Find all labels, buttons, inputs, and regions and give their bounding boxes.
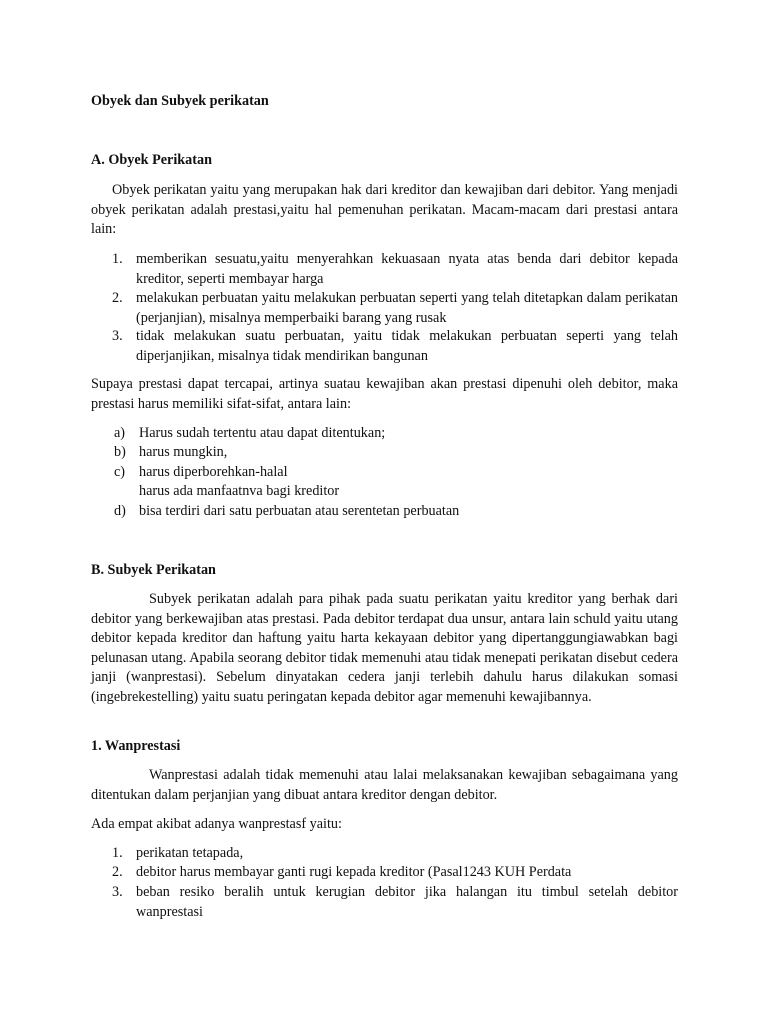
type-2-marker: 2. (112, 290, 123, 306)
condition-c-marker: c) (114, 464, 126, 480)
effect-3-marker: 3. (112, 884, 123, 900)
type-3-marker: 3. (112, 328, 123, 344)
effects-intro: Ada empat akibat adanya wanprestasf yaitu: (91, 816, 342, 832)
condition-a-marker: a) (114, 425, 126, 441)
section-a-intro: Obyek perikatan yaitu yang merupakan hak dari kreditor dan kewajiban dari debitor. Yang menjadi obyek perikatan adalah prestasi,yaitu hal pemenuhan perikatan. Macam-macam dari prestasi antara lain: (91, 182, 678, 237)
condition-c-text: harus diperborehkan-halal (139, 464, 288, 480)
type-3-text: tidak melakukan suatu perbuatan, yaitu tidak melakukan perbuatan seperti yang telah diperjanjikan, misalnya tidak mendirikan bangunan (136, 328, 678, 364)
conditions-intro: Supaya prestasi dapat tercapai, artinya suatau kewajiban akan prestasi dipenuhi oleh debitor, maka prestasi harus memiliki sifat-sifat, antara lain: (91, 376, 678, 412)
document-title: Obyek dan Subyek perikatan (91, 93, 269, 109)
effect-1-marker: 1. (112, 845, 123, 861)
type-2-text: melakukan perbuatan yaitu melakukan perbuatan seperti yang telah ditetapkan dalam perikatan (perjanjian), misalnya memperbaiki barang yang rusak (136, 290, 678, 326)
effect-1-text: perikatan tetapada, (136, 845, 244, 861)
condition-b-text: harus mungkin, (139, 444, 228, 460)
wanprestasi-paragraph: Wanprestasi adalah tidak memenuhi atau lalai melaksanakan kewajiban sebagaimana yang ditentukan dalam perjanjian yang dibuat antara kreditor dengan debitor. (91, 767, 678, 803)
section-b-paragraph: Subyek perikatan adalah para pihak pada suatu perikatan yaitu kreditor yang berhak dari debitor yang berkewajiban atas prestasi. Pada debitor terdapat dua unsur, antara lain schuld yaitu utang debitor kepada kreditor dan haftung yaitu harta kekayaan debitor yang dipertanggungiawabkan bagi pelunasan utang. Apabila seorang debitor tidak memenuhi atau tidak menepati perikatan disebut cedera janji (wanprestasi). Sebelum dinyatakan cedera janji terlebih dahulu harus dilakukan somasi (ingebrekestelling) yaitu suatu peringatan kepada debitor agar memenuhi kewajibannya. (91, 591, 678, 705)
condition-b-marker: b) (114, 444, 126, 460)
effect-2-text: debitor harus membayar ganti rugi kepada kreditor (Pasal1243 KUH Perdata (136, 864, 572, 880)
condition-c-continuation: harus ada manfaatnva bagi kreditor (139, 483, 340, 499)
type-1-text: memberikan sesuatu,yaitu menyerahkan kekuasaan nyata atas benda dari debitor kepada kreditor, seperti membayar harga (136, 251, 678, 287)
section-a-heading: A. Obyek Perikatan (91, 152, 212, 168)
wanprestasi-heading: 1. Wanprestasi (91, 738, 181, 754)
section-b-heading: B. Subyek Perikatan (91, 562, 216, 578)
condition-d-marker: d) (114, 503, 126, 519)
effect-2-marker: 2. (112, 864, 123, 880)
condition-d-text: bisa terdiri dari satu perbuatan atau serentetan perbuatan (139, 503, 460, 519)
type-1-marker: 1. (112, 251, 123, 267)
effect-3-text: beban resiko beralih untuk kerugian debitor jika halangan itu timbul setelah debitor wanprestasi (136, 884, 678, 920)
condition-a-text: Harus sudah tertentu atau dapat ditentukan; (139, 425, 386, 441)
